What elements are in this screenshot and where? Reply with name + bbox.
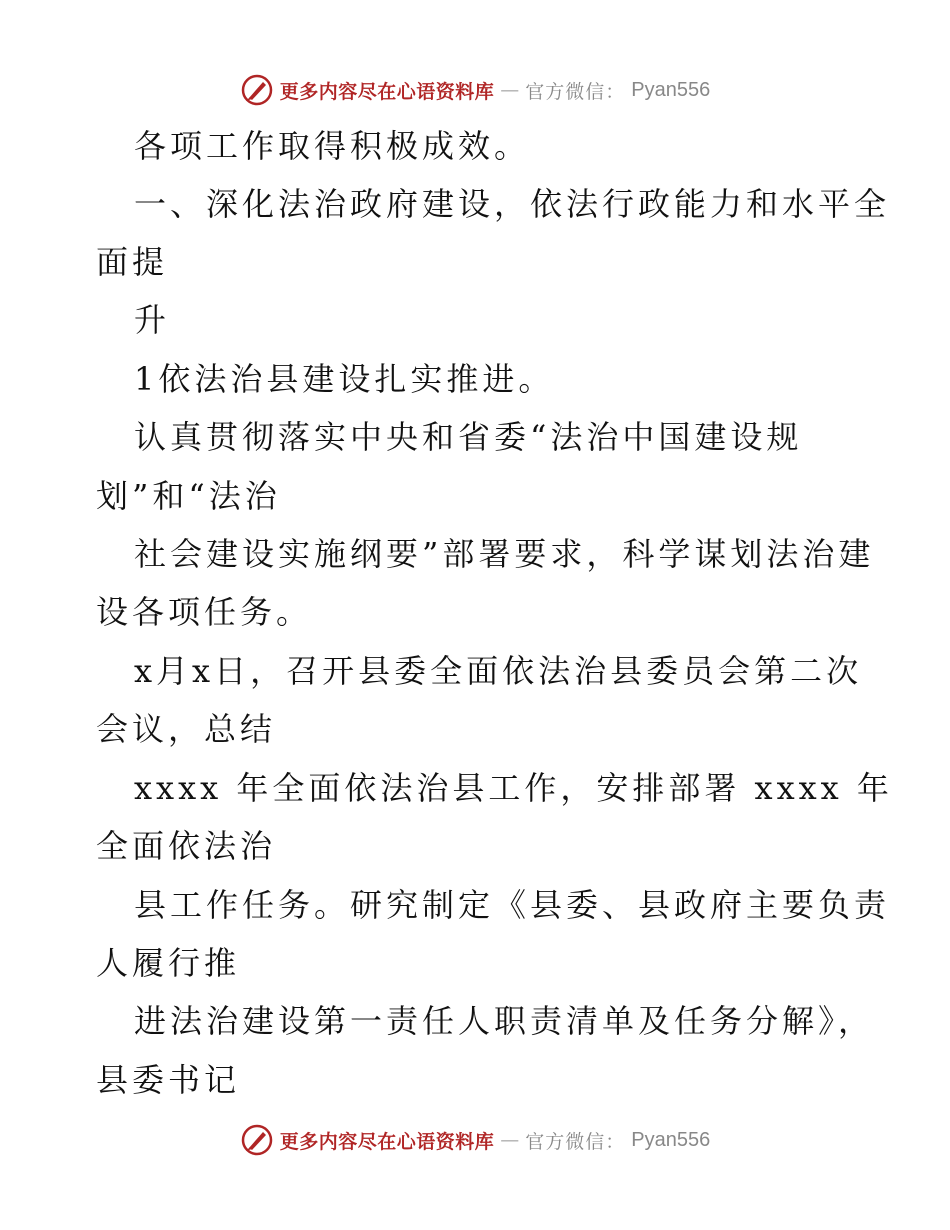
header-watermark (0, 70, 950, 110)
pen-logo-icon (240, 1123, 274, 1157)
text-line: 一、深化法治政府建设，依法行政能力和水平全 (134, 185, 891, 223)
pen-logo-icon (240, 73, 274, 107)
text-line: 县委书记 (96, 1061, 241, 1099)
text-line: 县工作任务。研究制定《县委、县政府主要负责 (134, 886, 891, 924)
watermark-id: Pyan556 (631, 78, 711, 101)
text-line: 进法治建设第一责任人职责清单及任务分解》， (134, 1002, 875, 1040)
watermark-separator: — (500, 79, 520, 101)
watermark-official: 官方微信： (525, 80, 626, 103)
text-line: 划”和“法治 (96, 477, 281, 515)
watermark-separator: — (500, 1129, 520, 1151)
text-line: x月x日，召开县委全面依法治县委员会第二次 (134, 652, 863, 690)
watermark-id: Pyan556 (631, 1128, 711, 1151)
text-line: 人履行推 (96, 944, 241, 982)
watermark-text: 更多内容尽在心语资料库 (279, 1130, 495, 1153)
text-line: 面提 (96, 243, 169, 281)
text-line: 全面依法治 (96, 827, 277, 865)
footer-watermark (0, 1120, 950, 1160)
text-line: 各项工作取得积极成效。 (134, 127, 531, 165)
text-line: 升 (134, 301, 171, 339)
text-line: xxxx 年全面依法治县工作，安排部署 xxxx 年 (134, 769, 893, 807)
text-line: 认真贯彻落实中央和省委“法治中国建设规 (134, 418, 803, 456)
watermark-official: 官方微信： (525, 1130, 626, 1153)
watermark-text: 更多内容尽在心语资料库 (279, 80, 495, 103)
text-line: 设各项任务。 (96, 593, 313, 631)
text-line: 社会建设实施纲要”部署要求，科学谋划法治建 (134, 535, 875, 573)
text-line: 1依法治县建设扎实推进。 (134, 360, 555, 398)
text-line: 会议，总结 (96, 710, 277, 748)
